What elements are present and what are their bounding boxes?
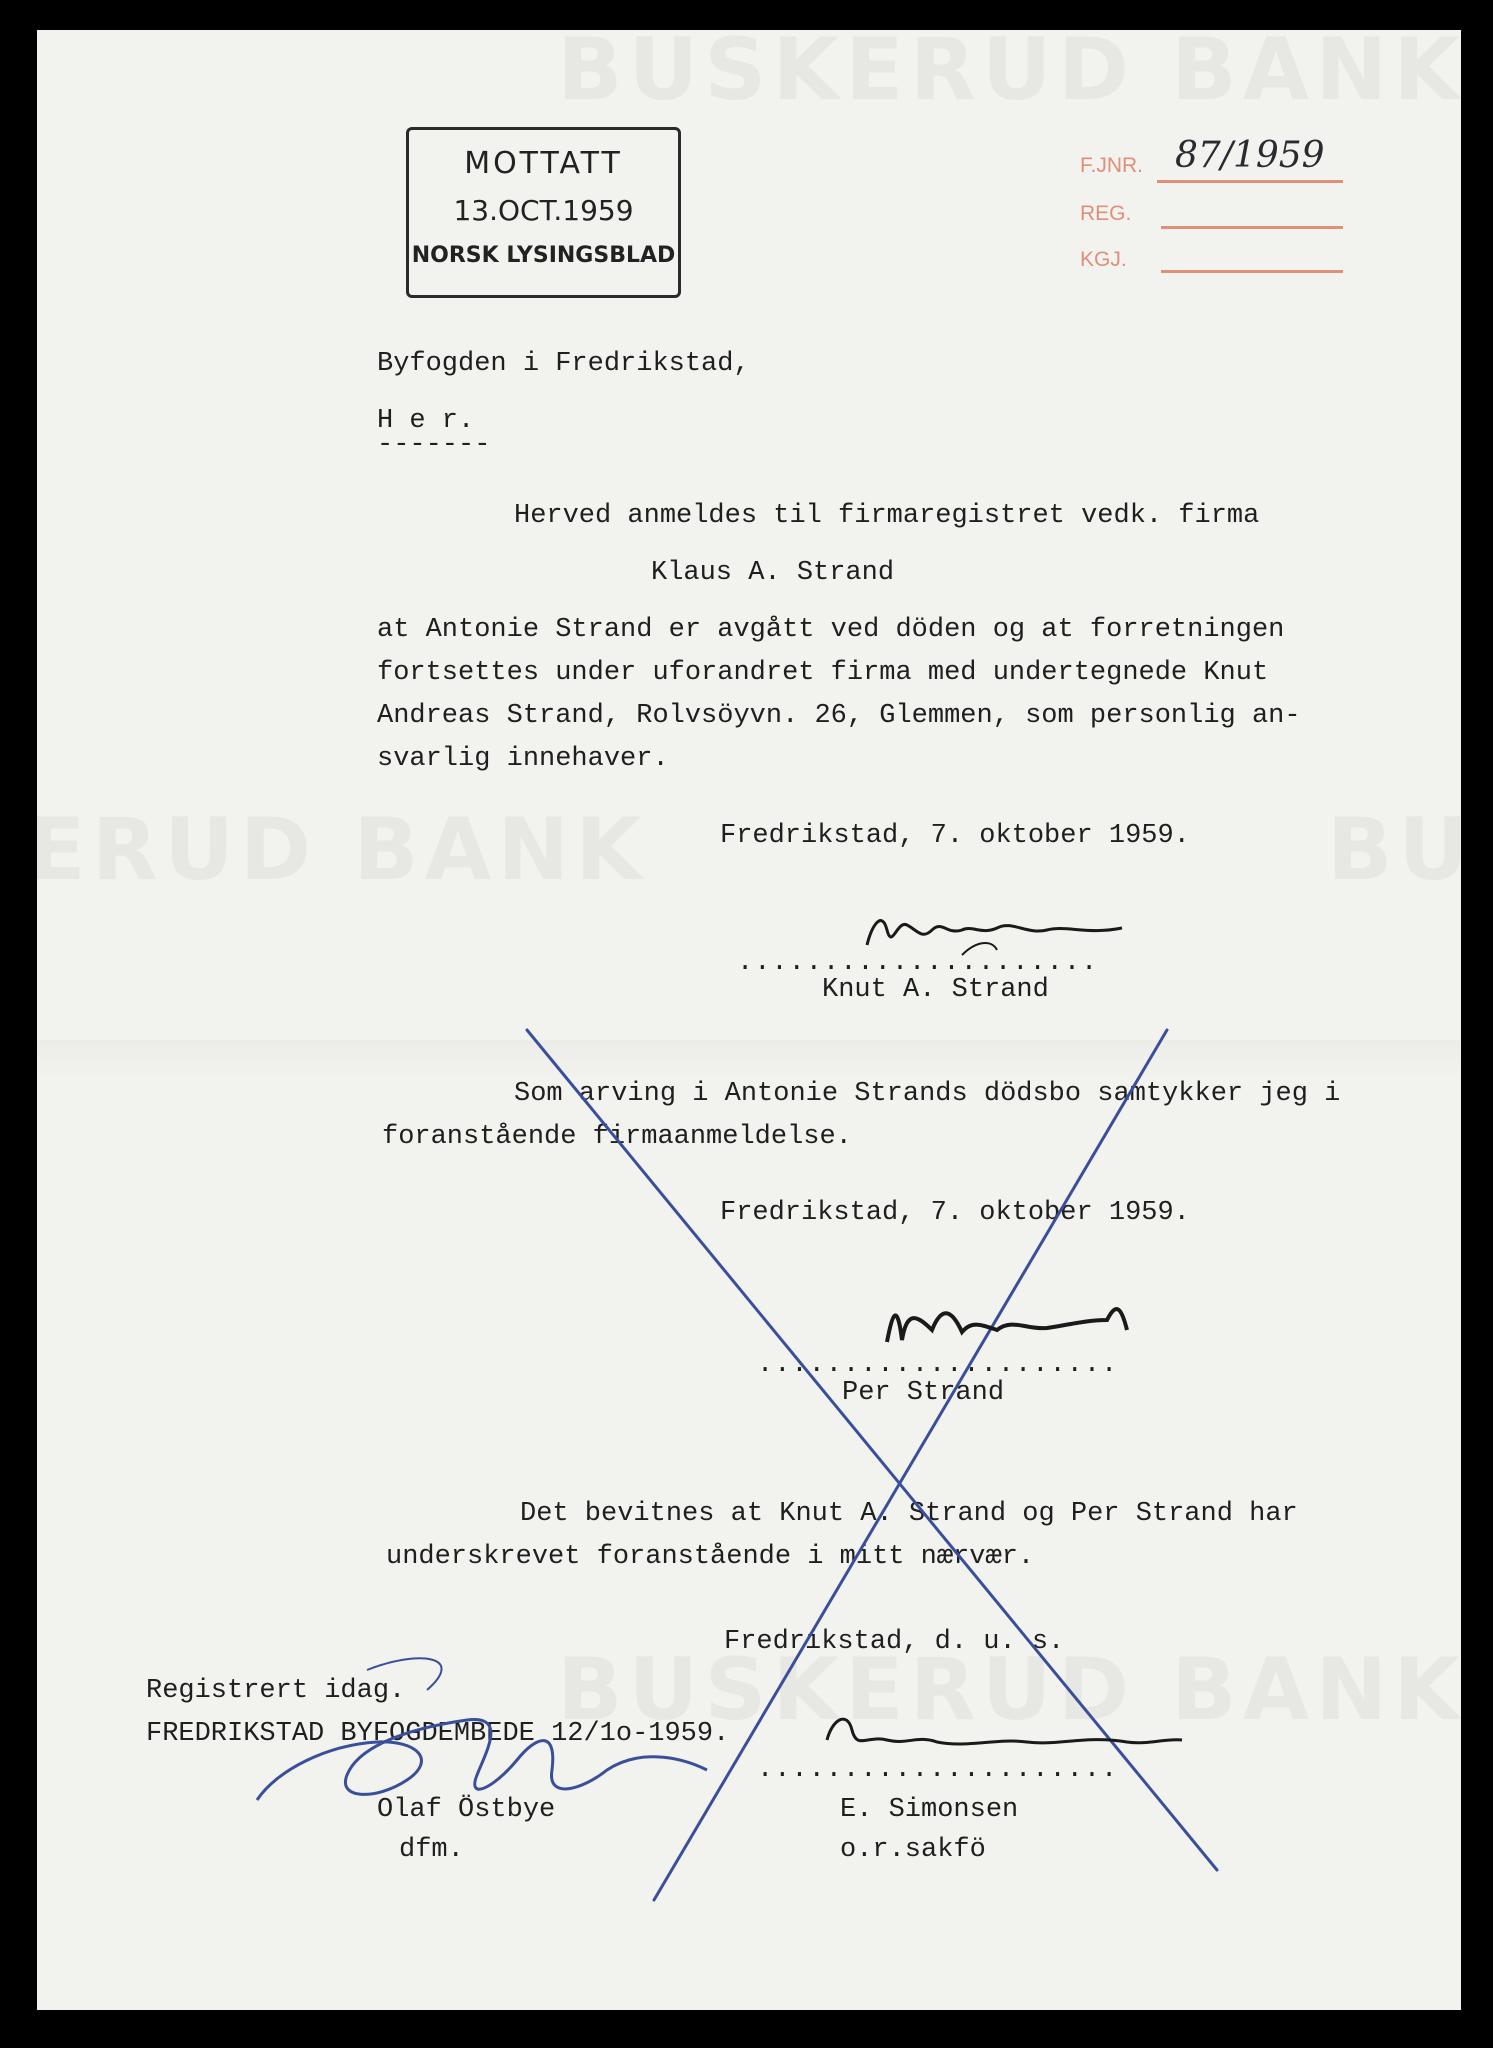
registered-line-1: Registrert idag. xyxy=(146,1676,406,1706)
stamp-date: 13.OCT.1959 xyxy=(453,194,634,227)
signatory-3-title: o.r.sakfö xyxy=(840,1835,986,1865)
signature-line-1: ..................... xyxy=(737,948,1099,978)
recipient: Byfogden i Fredrikstad, xyxy=(377,349,750,379)
signature-knut-flourish xyxy=(962,943,997,955)
cross-stroke-2 xyxy=(654,1030,1167,1900)
date-1: Fredrikstad, 7. oktober 1959. xyxy=(720,821,1190,851)
body-line-4: svarlig innehaver. xyxy=(377,744,669,774)
signature-simonsen xyxy=(827,1719,1182,1744)
signature-ostbye xyxy=(257,1720,707,1800)
consent-line-1: Som arving i Antonie Strands dödsbo samtykker jeg i xyxy=(514,1079,1341,1109)
signature-per-strand xyxy=(887,1309,1127,1342)
fjnr-label: F.JNR. xyxy=(1080,154,1143,177)
date-3: Fredrikstad, d. u. s. xyxy=(724,1627,1065,1657)
kgj-label: KGJ. xyxy=(1080,248,1127,271)
body-intro: Herved anmeldes til firmaregistret vedk. firma xyxy=(514,501,1260,531)
signature-line-3: ..................... xyxy=(757,1755,1119,1785)
witness-line-1: Det bevitnes at Knut A. Strand og Per Strand har xyxy=(520,1499,1298,1529)
registrar-title: dfm. xyxy=(399,1835,464,1865)
body-line-3: Andreas Strand, Rolvsöyvn. 26, Glemmen, som personlig an- xyxy=(377,701,1301,731)
body-line-2: fortsettes under uforandret firma med undertegnede Knut xyxy=(377,658,1269,688)
signature-knut-strand xyxy=(867,921,1122,945)
cross-stroke-1 xyxy=(527,1030,1217,1870)
registered-line-2: FREDRIKSTAD BYFOGDEMBEDE 12/1o-1959. xyxy=(146,1719,730,1749)
signature-ostbye-flourish xyxy=(367,1658,442,1690)
here-underline: ------- xyxy=(377,430,491,460)
stamp-received: MOTTATT xyxy=(464,146,623,181)
date-2: Fredrikstad, 7. oktober 1959. xyxy=(720,1198,1190,1228)
reg-label: REG. xyxy=(1080,202,1132,225)
witness-line-2: underskrevet foranstående i mitt nærvær. xyxy=(386,1542,1035,1572)
stamp-org: NORSK LYSINGSBLAD xyxy=(411,243,676,268)
body-line-1: at Antonie Strand er avgått ved döden og at forretningen xyxy=(377,615,1285,645)
handwriting-layer xyxy=(37,30,1461,2010)
firm-name: Klaus A. Strand xyxy=(651,558,895,588)
signatory-1-name: Knut A. Strand xyxy=(822,975,1049,1005)
signatory-3-name: E. Simonsen xyxy=(840,1795,1019,1825)
signature-line-2: ..................... xyxy=(757,1350,1119,1380)
document-page xyxy=(37,30,1461,2010)
registrar-name: Olaf Östbye xyxy=(377,1795,556,1825)
consent-line-2: foranstående firmaanmeldelse. xyxy=(382,1122,852,1152)
fjnr-value: 87/1959 xyxy=(1175,135,1325,176)
signatory-2-name: Per Strand xyxy=(842,1378,1005,1408)
here: H e r. xyxy=(377,406,475,436)
